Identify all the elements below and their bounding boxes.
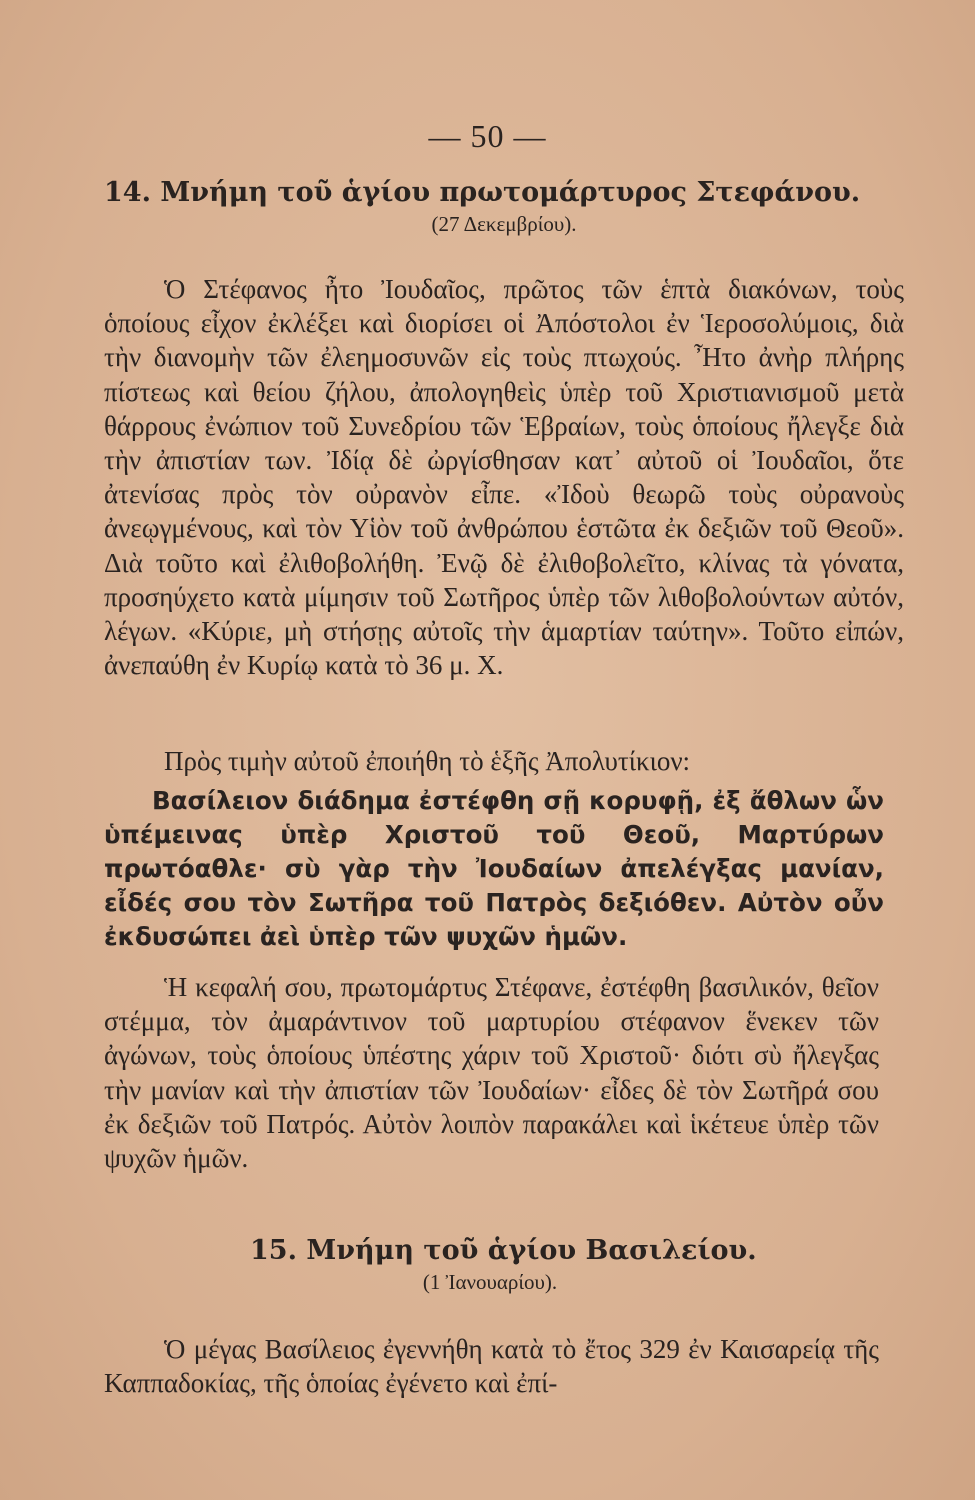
section-15-date: (1 Ἰανουαρίου). <box>422 1270 558 1294</box>
section-14-apolytikion-intro <box>104 744 904 778</box>
section-14 <box>104 176 904 238</box>
section-14-paragraph-1: Ὁ Στέφανος ἦτο Ἰουδαῖος, πρῶτος τῶν ἑπτὰ διακόνων, τοὺς ὁποίους εἶχον ἐκλέξει καὶ διορίσει οἱ Ἀπόστολοι ἐν Ἱεροσολύμοις, διὰ τὴν διανομὴν τῶν ἐλεημοσυνῶν εἰς τοὺς πτωχούς. Ἦτο ἀνὴρ πλήρης πίστεως καὶ θείου ζήλου, ἀπολογηθεὶς ὑπὲρ τοῦ Χριστιανισμοῦ μετὰ θάρρους ἐνώπιον τοῦ Συνεδρίου τῶν Ἑβραίων, τοὺς ὁποίους ἤλεγξε διὰ τὴν ἀπιστίαν των. Ἰδίᾳ δὲ ὠργίσθησαν κατ᾽ αὐτοῦ οἱ Ἰουδαῖοι, ὅτε ἀτενίσας πρὸς τὸν οὐρανὸν εἶπε. «Ἰδοὺ θεωρῶ τοὺς οὐρανοὺς ἀνεῳγμένους, καὶ τὸν Υἱὸν τοῦ ἀνθρώπου ἑστῶτα ἐκ δεξιῶν τοῦ Θεοῦ». Διὰ τοῦτο καὶ ἐλιθοβολήθη. Ἐνῷ δὲ ἐλιθοβολεῖτο, κλίνας τὰ γόνατα, προσηύχετο κατὰ μίμησιν τοῦ Σωτῆρος ὑπὲρ τῶν λιθοβολούντων αὐτόν, λέγων. «Κύριε, μὴ στήσῃς αὐτοῖς τὴν ἁμαρτίαν ταύτην». Τοῦτο εἰπών, ἀνεπαύθη ἐν Κυρίῳ κατὰ τὸ 36 μ. Χ. <box>104 274 904 681</box>
apolytikion-hymn: Βασίλειον διάδημα ἐστέφθη σῇ κορυφῇ, ἐξ ἄθλων ὧν ὑπέμεινας ὑπὲρ Χριστοῦ τοῦ Θεοῦ, Μαρτύρων πρωτόαθλε· σὺ γὰρ τὴν Ἰουδαίων ἀπελέγξας μανίαν, εἶδές σου τὸν Σωτῆρα τοῦ Πατρὸς δεξιόθεν. Αὐτὸν οὖν ἐκδυσώπει ἀεὶ ὑπὲρ τῶν ψυχῶν ἡμῶν. <box>104 786 884 951</box>
page-number: — 50 — <box>428 118 547 154</box>
section-15-paragraph-1: Ὁ μέγας Βασίλειος ἐγεννήθη κατὰ τὸ ἔτος 329 ἐν Καισαρείᾳ τῆς Καππαδοκίας, τῆς ὁποίας ἐγένετο καὶ ἐπί- <box>104 1334 879 1399</box>
section-14-hymn-block <box>104 784 884 954</box>
section-14-heading: 14. Μνήμη τοῦ ἁγίου πρωτομάρτυρος Στεφάνου. <box>104 177 861 208</box>
section-15-heading: 15. Μνήμη τοῦ ἁγίου Βασιλείου. <box>250 1235 757 1266</box>
section-14-paragraph-2: Πρὸς τιμὴν αὐτοῦ ἐποιήθη τὸ ἑξῆς Ἀπολυτίκιον: <box>164 746 691 776</box>
section-14-translation-block <box>104 970 879 1175</box>
section-15 <box>250 1234 757 1296</box>
section-14-paragraph-3: Ἡ κεφαλή σου, πρωτομάρτυς Στέφανε, ἐστέφθη βασιλικόν, θεῖον στέμμα, τὸν ἀμαράντινον τοῦ μαρτυρίου στέφανον ἕνεκεν τῶν ἀγώνων, τοὺς ὁποίους ὑπέστης χάριν τοῦ Χριστοῦ· διότι σὺ ἤλεγξας τὴν μανίαν καὶ τὴν ἀπιστίαν τῶν Ἰουδαίων· εἶδες δὲ τὸν Σωτῆρά σου ἐκ δεξιῶν τοῦ Πατρός. Αὐτὸν λοιπὸν παρακάλει καὶ ἱκέτευε ὑπὲρ τῶν ψυχῶν ἡμῶν. <box>104 972 879 1174</box>
section-15-body <box>104 1332 879 1400</box>
section-14-body <box>104 272 904 682</box>
section-14-date: (27 Δεκεμβρίου). <box>431 212 577 236</box>
